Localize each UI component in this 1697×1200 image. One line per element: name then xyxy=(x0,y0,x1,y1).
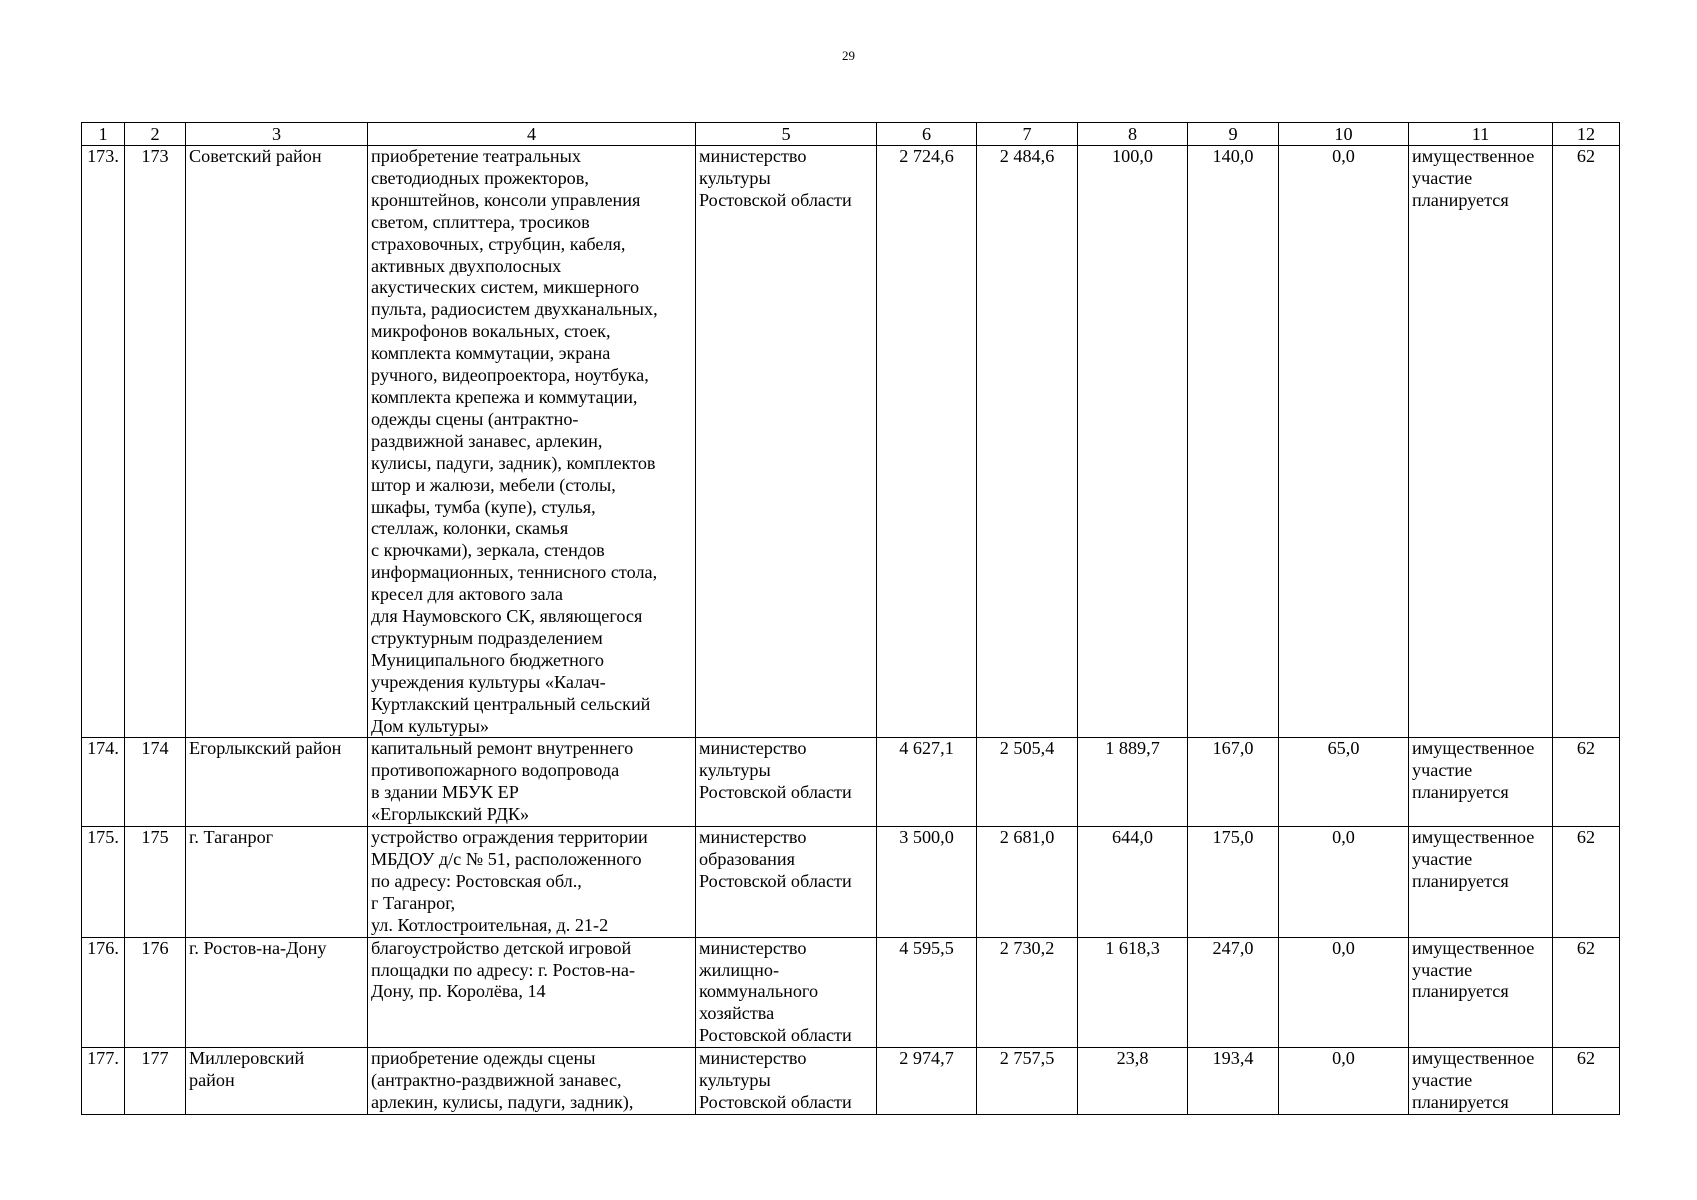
amount-col10: 0,0 xyxy=(1279,146,1409,738)
amount-col7: 2 757,5 xyxy=(977,1048,1078,1115)
participation-cell: имущественное участие планируется xyxy=(1409,146,1553,738)
ministry-cell: министерство культуры Ростовской области xyxy=(696,738,877,827)
amount-col10: 0,0 xyxy=(1279,937,1409,1048)
column-header: 6 xyxy=(877,123,977,146)
amount-col6: 2 724,6 xyxy=(877,146,977,738)
code-cell: 62 xyxy=(1553,146,1620,738)
column-header: 3 xyxy=(186,123,368,146)
municipality-cell: г. Таганрог xyxy=(186,827,368,938)
data-table xyxy=(81,122,1620,1115)
amount-col9: 247,0 xyxy=(1188,937,1279,1048)
column-header: 9 xyxy=(1188,123,1279,146)
amount-col6: 4 595,5 xyxy=(877,937,977,1048)
participation-cell: имущественное участие планируется xyxy=(1409,1048,1553,1115)
row-index: 176. xyxy=(82,937,125,1048)
row-number: 177 xyxy=(125,1048,186,1115)
ministry-cell: министерство жилищно- коммунального хозяйства Ростовской области xyxy=(696,937,877,1048)
row-number: 176 xyxy=(125,937,186,1048)
participation-cell: имущественное участие планируется xyxy=(1409,937,1553,1048)
column-header: 5 xyxy=(696,123,877,146)
amount-col8: 1 889,7 xyxy=(1078,738,1188,827)
code-cell: 62 xyxy=(1553,937,1620,1048)
amount-col9: 175,0 xyxy=(1188,827,1279,938)
amount-col8: 644,0 xyxy=(1078,827,1188,938)
row-index: 177. xyxy=(82,1048,125,1115)
column-header: 11 xyxy=(1409,123,1553,146)
table-row xyxy=(82,937,1620,1048)
amount-col7: 2 730,2 xyxy=(977,937,1078,1048)
amount-col6: 4 627,1 xyxy=(877,738,977,827)
amount-col7: 2 681,0 xyxy=(977,827,1078,938)
amount-col6: 2 974,7 xyxy=(877,1048,977,1115)
header-row xyxy=(82,123,1620,146)
description-cell: устройство ограждения территории МБДОУ д/с № 51, расположенного по адресу: Ростовская обл., г Таганрог, ул. Котлостроительная, д. 21-2 xyxy=(368,827,696,938)
amount-col7: 2 505,4 xyxy=(977,738,1078,827)
amount-col8: 100,0 xyxy=(1078,146,1188,738)
column-header: 8 xyxy=(1078,123,1188,146)
ministry-cell: министерство культуры Ростовской области xyxy=(696,146,877,738)
municipality-cell: Миллеровский район xyxy=(186,1048,368,1115)
code-cell: 62 xyxy=(1553,1048,1620,1115)
code-cell: 62 xyxy=(1553,827,1620,938)
municipality-cell: г. Ростов-на-Дону xyxy=(186,937,368,1048)
amount-col9: 140,0 xyxy=(1188,146,1279,738)
amount-col9: 193,4 xyxy=(1188,1048,1279,1115)
amount-col9: 167,0 xyxy=(1188,738,1279,827)
amount-col6: 3 500,0 xyxy=(877,827,977,938)
description-cell: приобретение театральных светодиодных прожекторов, кронштейнов, консоли управления светом, сплиттера, тросиков страховочных, струбцин, кабеля, активных двухполосных акустических систем, микшерного пульта, радиосистем двухканальных, микрофонов вокальных, стоек, комплекта коммутации, экрана ручного, видеопроектора, ноутбука, комплекта крепежа и коммутации, одежды сцены (антрактно- раздвижной занавес, арлекин, кулисы, падуги, задник), комплектов штор и жалюзи, мебели (столы, шкафы, тумба (купе), стулья, стеллаж, колонки, скамья с крючками), зеркала, стендов информационных, теннисного стола, кресел для актового зала для Наумовского СК, являющегося структурным подразделением Муниципального бюджетного учреждения культуры «Калач- Куртлакский центральный сельский Дом культуры» xyxy=(368,146,696,738)
column-header: 7 xyxy=(977,123,1078,146)
table-row xyxy=(82,146,1620,738)
row-number: 174 xyxy=(125,738,186,827)
amount-col8: 23,8 xyxy=(1078,1048,1188,1115)
ministry-cell: министерство образования Ростовской области xyxy=(696,827,877,938)
participation-cell: имущественное участие планируется xyxy=(1409,827,1553,938)
column-header: 10 xyxy=(1279,123,1409,146)
row-index: 173. xyxy=(82,146,125,738)
row-index: 174. xyxy=(82,738,125,827)
column-header: 2 xyxy=(125,123,186,146)
amount-col10: 0,0 xyxy=(1279,1048,1409,1115)
description-cell: благоустройство детской игровой площадки по адресу: г. Ростов-на- Дону, пр. Королёва, 14 xyxy=(368,937,696,1048)
ministry-cell: министерство культуры Ростовской области xyxy=(696,1048,877,1115)
amount-col7: 2 484,6 xyxy=(977,146,1078,738)
table-row xyxy=(82,827,1620,938)
table-row xyxy=(82,738,1620,827)
row-index: 175. xyxy=(82,827,125,938)
amount-col10: 0,0 xyxy=(1279,827,1409,938)
amount-col10: 65,0 xyxy=(1279,738,1409,827)
column-header: 4 xyxy=(368,123,696,146)
description-cell: капитальный ремонт внутреннего противопожарного водопровода в здании МБУК ЕР «Егорлыкский РДК» xyxy=(368,738,696,827)
column-header: 12 xyxy=(1553,123,1620,146)
row-number: 175 xyxy=(125,827,186,938)
amount-col8: 1 618,3 xyxy=(1078,937,1188,1048)
description-cell: приобретение одежды сцены (антрактно-раздвижной занавес, арлекин, кулисы, падуги, задник), xyxy=(368,1048,696,1115)
municipality-cell: Советский район xyxy=(186,146,368,738)
municipality-cell: Егорлыкский район xyxy=(186,738,368,827)
row-number: 173 xyxy=(125,146,186,738)
page-number: 29 xyxy=(842,48,855,63)
column-header: 1 xyxy=(82,123,125,146)
table-row xyxy=(82,1048,1620,1115)
code-cell: 62 xyxy=(1553,738,1620,827)
participation-cell: имущественное участие планируется xyxy=(1409,738,1553,827)
